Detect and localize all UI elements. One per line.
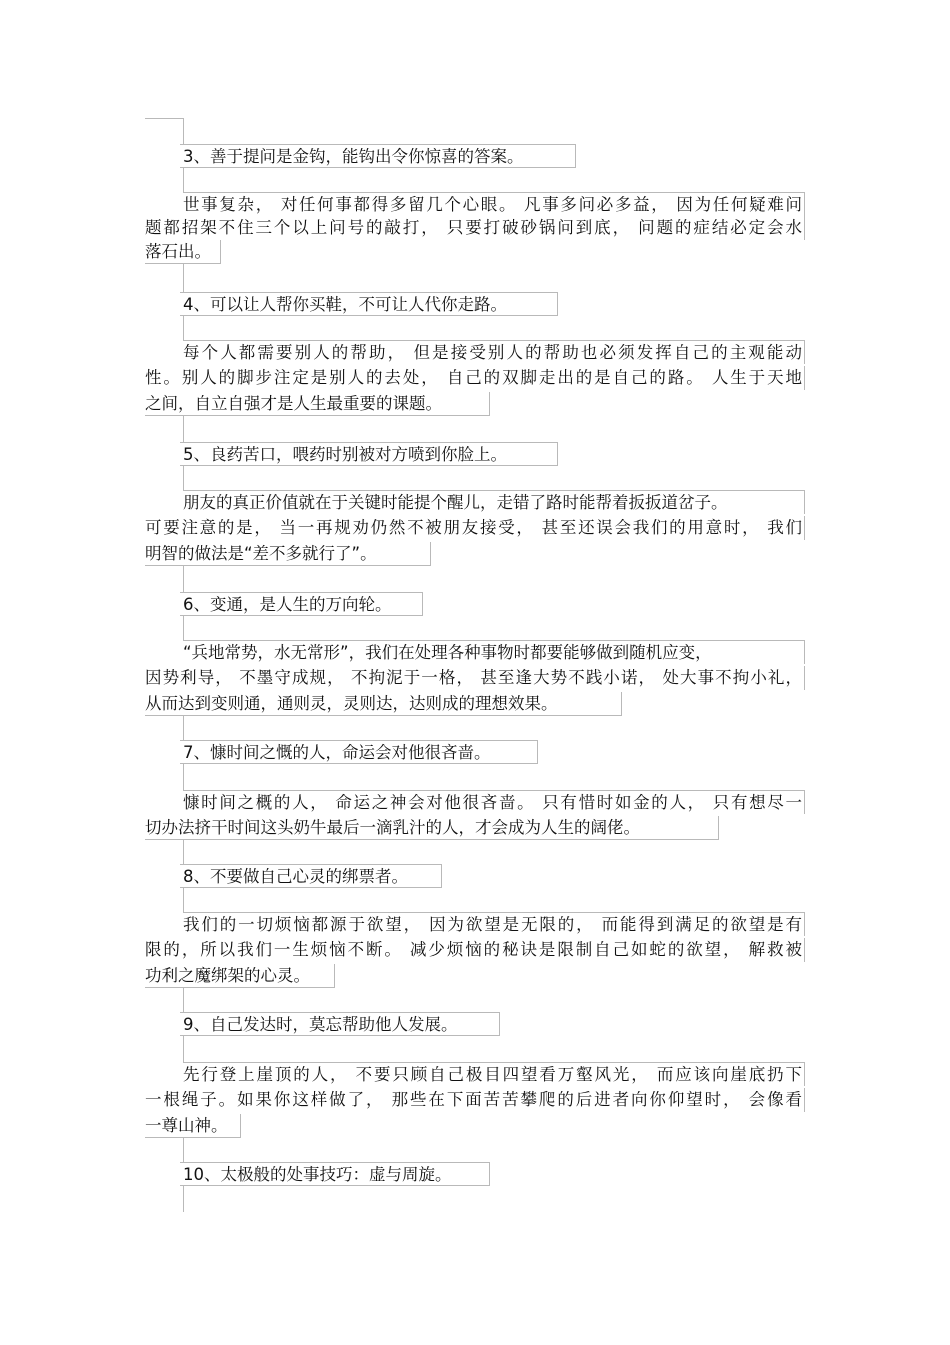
connector-line [183,888,184,912]
marker-line [145,118,183,119]
heading-9: 9、自己发达时，莫忘帮助他人发展。 [180,1012,500,1036]
paragraph-6-line-1: “兵地常势，水无常形”，我们在处理各种事物时都要能够做到随机应变， [183,640,805,664]
connector-line [183,764,184,790]
paragraph-3-line-1: 世事复杂， 对任何事都得多留几个心眼。 凡事多问必多益， 因为任何疑难问 [183,192,805,216]
paragraph-5-line-2: 可要注意的是， 当一再规劝仍然不被朋友接受， 甚至还误会我们的用意时， 我们 [145,516,805,540]
heading-10: 10、太极般的处事技巧：虚与周旋。 [180,1162,490,1186]
marker-line [183,118,184,144]
connector-line [183,264,184,292]
heading-4: 4、可以让人帮你买鞋，不可让人代你走路。 [180,292,558,316]
connector-line [183,168,184,192]
paragraph-7-line-1: 慷时间之概的人， 命运之神会对他很吝啬。 只有惜时如金的人， 只有想尽一 [183,790,805,814]
connector-line [183,1138,184,1162]
paragraph-6-line-3: 从而达到变则通，通则灵，灵则达，达则成的理想效果。 [145,692,622,716]
connector-line [183,1036,184,1062]
paragraph-8-line-3: 功利之魔绑架的心灵。 [145,964,335,988]
paragraph-8-line-2: 限的，所以我们一生烦恼不断。 减少烦恼的秘诀是限制自己如蛇的欲望， 解救被 [145,938,805,962]
connector-line [183,616,184,640]
connector-line [183,416,184,442]
connector-line [183,566,184,592]
paragraph-5-line-3: 明智的做法是“差不多就行了”。 [145,542,431,566]
connector-line [183,840,184,864]
connector-line [183,1186,184,1212]
paragraph-5-line-1: 朋友的真正价值就在于关键时能提个醒儿，走错了路时能帮着扳扳道岔子。 [183,490,805,514]
paragraph-9-line-2: 一根绳子。如果你这样做了， 那些在下面苦苦攀爬的后进者向你仰望时， 会像看 [145,1088,805,1112]
heading-3: 3、善于提问是金钩，能钩出令你惊喜的答案。 [180,144,576,168]
paragraph-3-line-3: 落石出。 [145,240,221,264]
connector-line [183,316,184,340]
paragraph-9-line-3: 一尊山神。 [145,1114,241,1138]
paragraph-4-line-2: 性。别人的脚步注定是别人的去处， 自己的双脚走出的是自己的路。 人生于天地 [145,366,805,390]
connector-line [183,716,184,740]
paragraph-3-line-2: 题都招架不住三个以上问号的敲打， 只要打破砂锅问到底， 问题的症结必定会水 [145,216,805,240]
paragraph-6-line-2: 因势利导， 不墨守成规， 不拘泥于一格， 甚至逢大势不践小诺， 处大事不拘小礼， [145,666,805,690]
heading-8: 8、不要做自己心灵的绑票者。 [180,864,442,888]
heading-5: 5、良药苦口，喂药时别被对方喷到你脸上。 [180,442,558,466]
paragraph-4-line-1: 每个人都需要别人的帮助， 但是接受别人的帮助也必须发挥自己的主观能动 [183,340,805,364]
paragraph-4-line-3: 之间，自立自强才是人生最重要的课题。 [145,392,490,416]
paragraph-8-line-1: 我们的一切烦恼都源于欲望， 因为欲望是无限的， 而能得到满足的欲望是有 [183,912,805,936]
heading-6: 6、变通，是人生的万向轮。 [180,592,423,616]
connector-line [183,466,184,490]
connector-line [183,988,184,1012]
paragraph-7-line-2: 切办法挤干时间这头奶牛最后一滴乳汁的人，才会成为人生的阔佬。 [145,816,719,840]
paragraph-9-line-1: 先行登上崖顶的人， 不要只顾自己极目四望看万壑风光， 而应该向崖底扔下 [183,1062,805,1086]
heading-7: 7、慷时间之慨的人，命运会对他很吝啬。 [180,740,538,764]
